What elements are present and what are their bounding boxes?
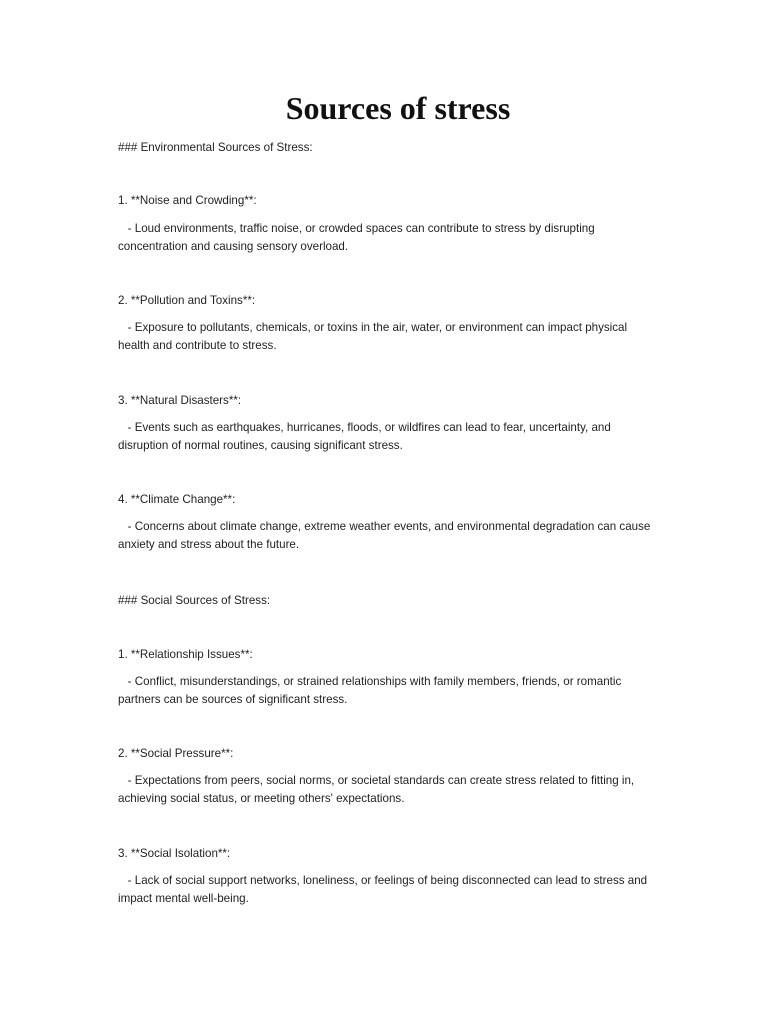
list-item-description: - Expectations from peers, social norms, or societal standards can create stress related to fitting in, achieving social status, or meeting others' expectations. [118, 774, 638, 805]
list-item-description: - Events such as earthquakes, hurricanes, floods, or wildfires can lead to fear, uncertainty, and disruption of normal routines, causing significant stress. [118, 421, 615, 452]
list-item-heading: 4. **Climate Change**: [118, 493, 236, 506]
list-item-description: - Exposure to pollutants, chemicals, or toxins in the air, water, or environment can impact physical health and contribute to stress. [118, 321, 631, 352]
list-item-description: - Loud environments, traffic noise, or crowded spaces can contribute to stress by disrupting concentration and causing sensory overload. [118, 222, 598, 253]
list-item-description: - Conflict, misunderstandings, or strained relationships with family members, friends, or romantic partners can be sources of significant stress. [118, 675, 625, 706]
list-item-heading: 3. **Natural Disasters**: [118, 394, 242, 407]
section-heading-social: ### Social Sources of Stress: [118, 594, 271, 607]
list-item-heading: 1. **Noise and Crowding**: [118, 194, 257, 207]
list-item-heading: 2. **Social Pressure**: [118, 747, 234, 760]
list-item-description: - Concerns about climate change, extreme weather events, and environmental degradation can cause anxiety and stress about the future. [118, 520, 654, 551]
list-item-heading: 2. **Pollution and Toxins**: [118, 294, 256, 307]
list-item-heading: 3. **Social Isolation**: [118, 847, 231, 860]
document-title: Sources of stress [285, 90, 511, 126]
list-item-heading: 1. **Relationship Issues**: [118, 648, 253, 661]
list-item-description: - Lack of social support networks, loneliness, or feelings of being disconnected can lead to stress and impact mental well-being. [118, 874, 651, 905]
section-heading-environmental: ### Environmental Sources of Stress: [118, 141, 313, 154]
